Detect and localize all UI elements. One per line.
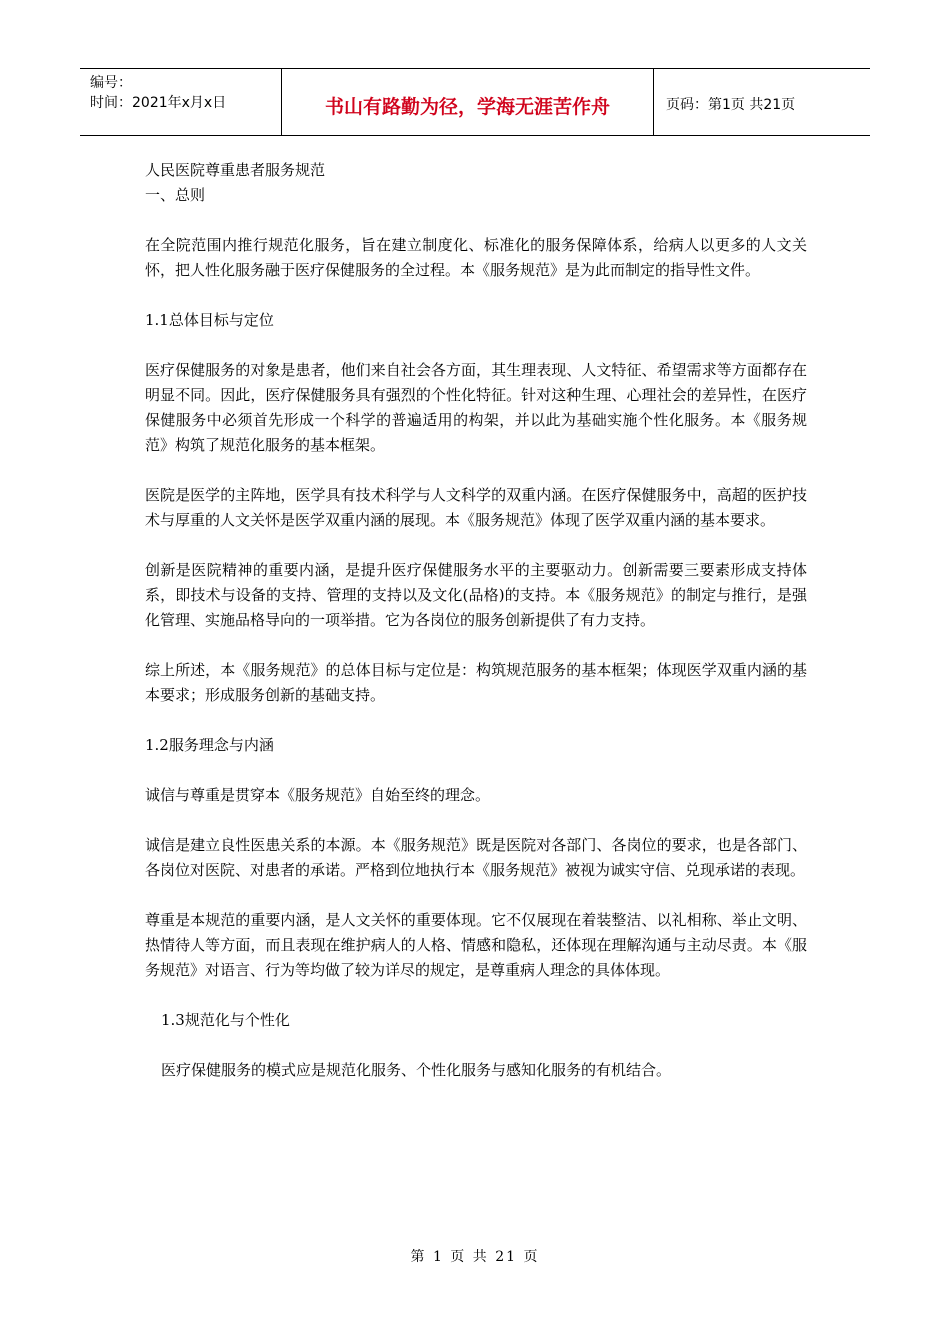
paragraph-1-3-a: 医疗保健服务的模式应是规范化服务、个性化服务与感知化服务的有机结合。 — [161, 1061, 672, 1079]
header-meta-cell — [80, 69, 282, 135]
section-heading-general: 一、总则 — [145, 186, 206, 204]
heading-1-2: 1.2服务理念与内涵 — [145, 736, 274, 754]
document-date-label: 时间：2021年x月x日 — [90, 95, 227, 111]
intro-paragraph: 在全院范围内推行规范化服务，旨在建立制度化、标准化的服务保障体系，给病人以更多的人文关怀，把人性化服务融于医疗保健服务的全过程。本《服务规范》是为此而制定的指导性文件。 — [145, 236, 807, 279]
header-motto: 书山有路勤为径，学海无涯苦作舟 — [324, 95, 610, 118]
document-number-label: 编号： — [90, 75, 132, 91]
header-page-cell — [654, 69, 870, 135]
heading-1-3: 1.3规范化与个性化 — [161, 1011, 290, 1029]
heading-1-1: 1.1总体目标与定位 — [145, 311, 274, 329]
header-motto-cell — [282, 69, 654, 135]
paragraph-1-1-c: 创新是医院精神的重要内涵，是提升医疗保健服务水平的主要驱动力。创新需要三要素形成支持体系，即技术与设备的支持、管理的支持以及文化(品格)的支持。本《服务规范》的制定与推行，是强化管理、实施品格导向的一项举措。它为各岗位的服务创新提供了有力支持。 — [145, 561, 807, 629]
paragraph-1-2-c: 尊重是本规范的重要内涵，是人文关怀的重要体现。它不仅展现在着装整洁、以礼相称、举止文明、热情待人等方面，而且表现在维护病人的人格、情感和隐私，还体现在理解沟通与主动尽责。本《服务规范》对语言、行为等均做了较为详尽的规定，是尊重病人理念的具体体现。 — [145, 911, 807, 979]
paragraph-1-1-b: 医院是医学的主阵地，医学具有技术科学与人文科学的双重内涵。在医疗保健服务中，高超的医护技术与厚重的人文关怀是医学双重内涵的展现。本《服务规范》体现了医学双重内涵的基本要求。 — [145, 486, 807, 529]
paragraph-1-2-b: 诚信是建立良性医患关系的本源。本《服务规范》既是医院对各部门、各岗位的要求，也是各部门、各岗位对医院、对患者的承诺。严格到位地执行本《服务规范》被视为诚实守信、兑现承诺的表现。 — [145, 836, 807, 879]
header-page-info: 页码：第1页 共21页 — [666, 97, 796, 113]
paragraph-1-1-a: 医疗保健服务的对象是患者，他们来自社会各方面，其生理表现、人文特征、希望需求等方面都存在明显不同。因此，医疗保健服务具有强烈的个性化特征。针对这种生理、心理社会的差异性，在医疗保健服务中必须首先形成一个科学的普遍适用的构架，并以此为基础实施个性化服务。本《服务规范》构筑了规范化服务的基本框架。 — [145, 361, 807, 454]
document-title: 人民医院尊重患者服务规范 — [145, 161, 326, 179]
document-body — [145, 158, 807, 1083]
header-table — [80, 68, 870, 136]
footer-page-number: 第 1 页 共 21 页 — [410, 1249, 540, 1265]
page-footer — [0, 1246, 950, 1266]
paragraph-1-2-a: 诚信与尊重是贯穿本《服务规范》自始至终的理念。 — [145, 786, 491, 804]
paragraph-1-1-d: 综上所述，本《服务规范》的总体目标与定位是：构筑规范服务的基本框架；体现医学双重内涵的基本要求；形成服务创新的基础支持。 — [145, 661, 807, 704]
